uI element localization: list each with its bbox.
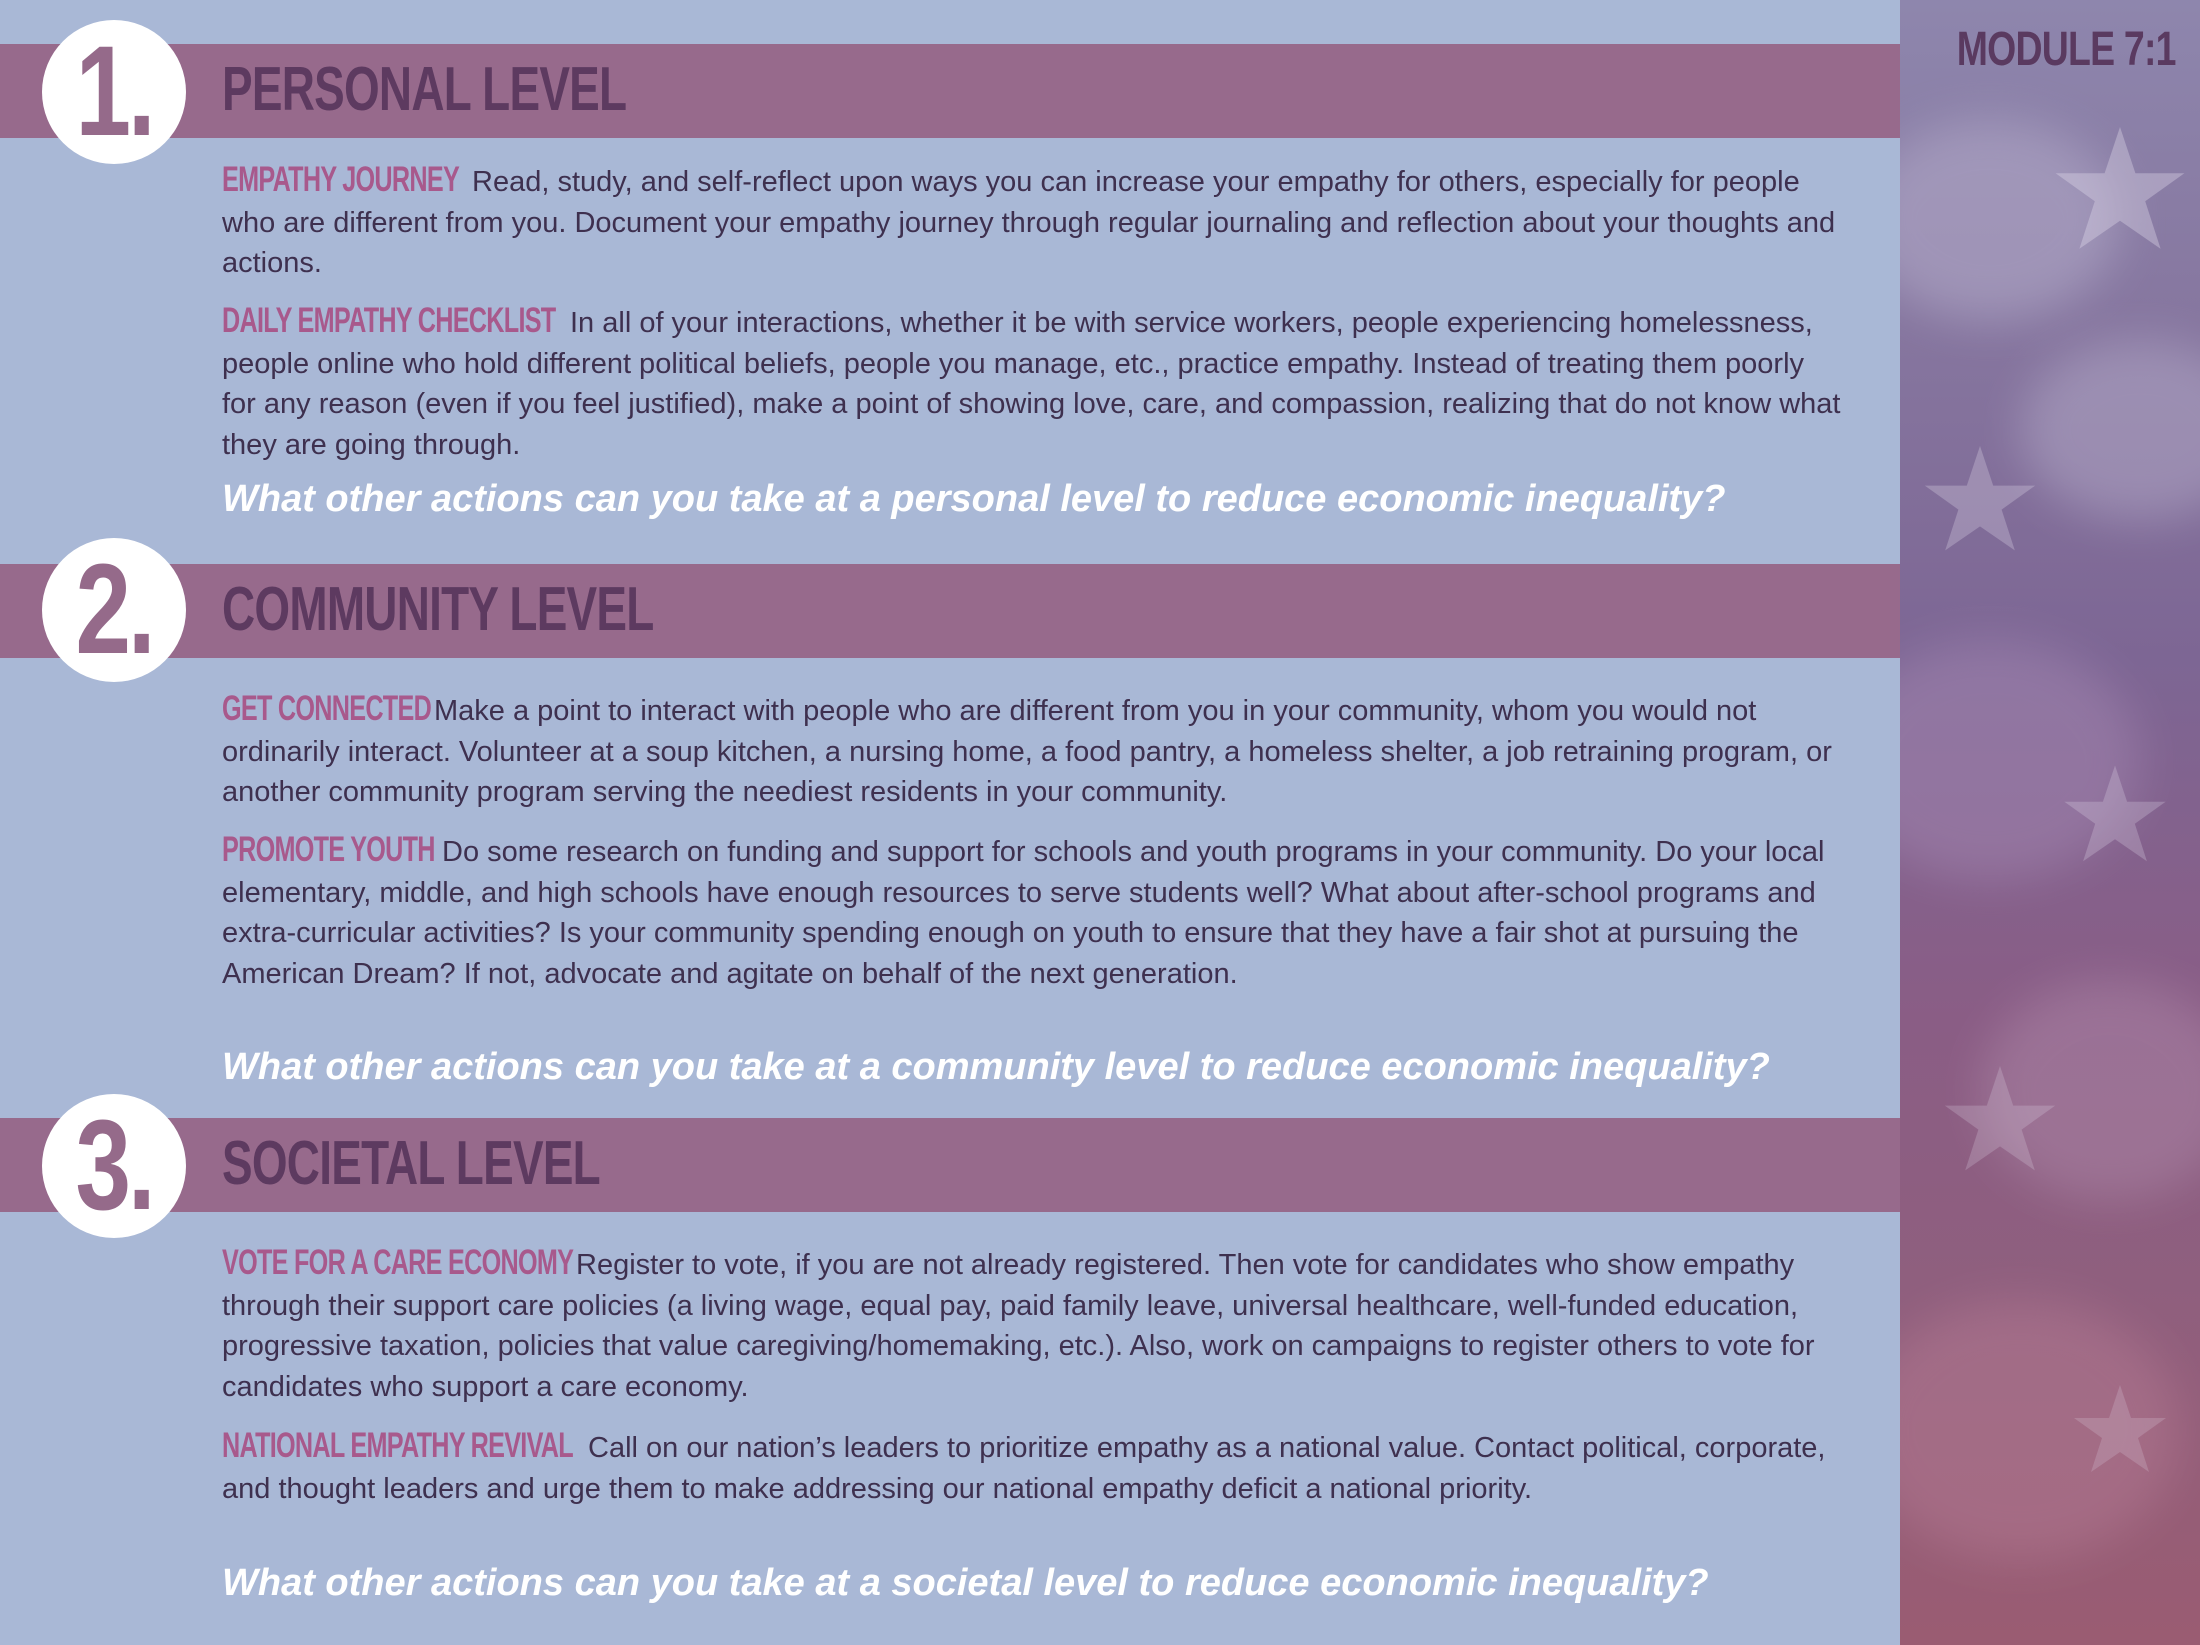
question-societal: What other actions can you take at a societal level to reduce economic inequality? <box>222 1562 1709 1604</box>
section-number-badge <box>42 1094 186 1238</box>
section-title-personal: PERSONAL LEVEL <box>222 55 627 124</box>
paragraph-text: Make a point to interact with people who are different from you in your community, whom you would not ordinarily interact. Volunteer at a soup kitchen, a nursing home, a food pantry, a homeless shelter, a job retraining program, or another community program serving the neediest residents in your community. <box>222 695 1832 808</box>
paragraph-get-connected <box>222 689 1842 813</box>
keyword-vote-for-a-care-economy: VOTE FOR A CARE ECONOMY <box>222 1243 574 1282</box>
star-icon <box>1940 1060 2060 1180</box>
keyword-national-empathy-revival: NATIONAL EMPATHY REVIVAL <box>222 1426 573 1465</box>
keyword-empathy-journey: EMPATHY JOURNEY <box>222 160 460 199</box>
star-icon <box>1920 440 2040 560</box>
question-community: What other actions can you take at a community level to reduce economic inequality? <box>222 1046 1770 1088</box>
keyword-get-connected: GET CONNECTED <box>222 689 432 728</box>
keyword-daily-empathy-checklist: DAILY EMPATHY CHECKLIST <box>222 301 556 340</box>
section-number: 2. <box>75 538 153 681</box>
section-title-societal: SOCIETAL LEVEL <box>222 1129 600 1198</box>
star-icon <box>2060 760 2170 870</box>
section-number-badge <box>42 20 186 164</box>
module-label: MODULE 7:1 <box>1957 23 2176 76</box>
section-number: 1. <box>75 20 153 163</box>
paragraph-text: In all of your interactions, whether it be with service workers, people experiencing homelessness, people online who hold different political beliefs, people you manage, etc., practice empathy. Instead of treating them poorly for any reason (even if you feel justified), make a point of showing love, care, and compassion, realizing that do not know what they are going through. <box>222 307 1841 461</box>
keyword-promote-youth: PROMOTE YOUTH <box>222 830 435 869</box>
paragraph-empathy-journey <box>222 160 1842 284</box>
section-number-badge <box>42 538 186 682</box>
section-title-community: COMMUNITY LEVEL <box>222 575 654 644</box>
paragraph-text: Register to vote, if you are not already registered. Then vote for candidates who show empathy through their support care policies (a living wage, equal pay, paid family leave, universal healthcare, well-funded education, progressive taxation, policies that value caregiving/homemaking, etc.). Also, work on campaigns to register others to vote for candidates who support a care economy. <box>222 1249 1815 1403</box>
paragraph-national-empathy-revival <box>222 1426 1842 1509</box>
paragraph-text: Do some research on funding and support for schools and youth programs in your community. Do your local elementary, middle, and high schools have enough resources to serve students well? What about after-school programs and extra-curricular activities? Is your community spending enough on youth to ensure that they have a fair shot at pursuing the American Dream? If not, advocate and agitate on behalf of the next generation. <box>222 836 1825 990</box>
decorative-flag-strip <box>1900 0 2200 1645</box>
question-personal: What other actions can you take at a personal level to reduce economic inequality? <box>222 478 1726 520</box>
paragraph-text: Read, study, and self-reflect upon ways you can increase your empathy for others, especially for people who are different from you. Document your empathy journey through regular journaling and reflection about your thoughts and actions. <box>222 166 1836 279</box>
paragraph-promote-youth <box>222 830 1842 994</box>
star-icon <box>2070 1380 2170 1480</box>
star-icon <box>2050 120 2190 260</box>
paragraph-vote-for-a-care-economy <box>222 1243 1842 1407</box>
paragraph-daily-empathy-checklist <box>222 301 1842 465</box>
paragraph-text: Call on our nation’s leaders to prioritize empathy as a national value. Contact political, corporate, and thought leaders and urge them to make addressing our national empathy deficit a national priority. <box>222 1432 1826 1505</box>
section-number: 3. <box>75 1094 153 1237</box>
